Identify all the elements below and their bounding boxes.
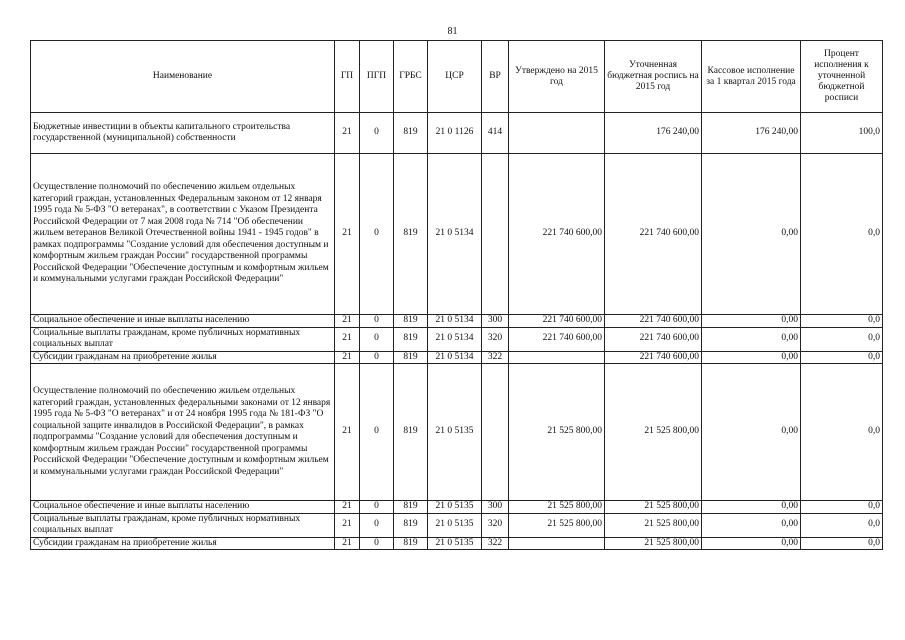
- cell-grbs: 819: [394, 537, 428, 550]
- cell-percent: 0,0: [801, 351, 883, 364]
- cell-refined: 21 525 800,00: [605, 501, 702, 514]
- table-row: [31, 364, 883, 501]
- cell-grbs: 819: [394, 113, 428, 154]
- cell-approved: 21 525 800,00: [509, 364, 605, 501]
- cell-gp: 21: [335, 315, 360, 328]
- cell-approved: [509, 351, 605, 364]
- cell-refined: 176 240,00: [605, 113, 702, 154]
- cell-name: Социальное обеспечение и иные выплаты населению: [31, 501, 335, 514]
- cell-pgp: 0: [360, 327, 394, 351]
- cell-cash: 0,00: [702, 327, 801, 351]
- budget-execution-table: [30, 40, 883, 550]
- cell-csr: 21 0 5134: [428, 327, 482, 351]
- cell-vr: 414: [482, 113, 509, 154]
- cell-pgp: 0: [360, 537, 394, 550]
- cell-approved: 221 740 600,00: [509, 154, 605, 315]
- cell-csr: 21 0 5135: [428, 537, 482, 550]
- table-row: [31, 315, 883, 328]
- cell-pgp: 0: [360, 154, 394, 315]
- cell-gp: 21: [335, 351, 360, 364]
- page-number: 81: [447, 26, 458, 37]
- cell-cash: 0,00: [702, 513, 801, 537]
- cell-refined: 221 740 600,00: [605, 154, 702, 315]
- cell-name: Социальные выплаты гражданам, кроме публичных нормативных социальных выплат: [31, 513, 335, 537]
- cell-gp: 21: [335, 113, 360, 154]
- table-row: [31, 513, 883, 537]
- cell-approved: 221 740 600,00: [509, 315, 605, 328]
- cell-name: Социальное обеспечение и иные выплаты населению: [31, 315, 335, 328]
- cell-approved: 21 525 800,00: [509, 513, 605, 537]
- cell-percent: 0,0: [801, 364, 883, 501]
- header-name: Наименование: [31, 41, 335, 113]
- cell-grbs: 819: [394, 501, 428, 514]
- cell-grbs: 819: [394, 513, 428, 537]
- cell-cash: 0,00: [702, 154, 801, 315]
- cell-name: Осуществление полномочий по обеспечению жильем отдельных категорий граждан, установленных Федеральным законом от 12 января 1995 года № 5-ФЗ "О ветеранах", в соответствии с Указом Президента Российской Федерации от 7 мая 2008 года № 714 "Об обеспечении жильем ветеранов Великой Отечественной войны 1941 - 1945 годов" в рамках подпрограммы "Создание условий для обеспечения доступным и комфортным жильем граждан России" государственной программы Российской Федерации "Обеспечение доступным и комфортным жильем и коммунальными услугами граждан Российской Федерации": [31, 154, 335, 315]
- cell-name: Субсидии гражданам на приобретение жилья: [31, 351, 335, 364]
- cell-csr: 21 0 5135: [428, 501, 482, 514]
- table-row: [31, 154, 883, 315]
- table-row: [31, 113, 883, 154]
- cell-percent: 0,0: [801, 154, 883, 315]
- cell-pgp: 0: [360, 113, 394, 154]
- cell-grbs: 819: [394, 327, 428, 351]
- header-csr: ЦСР: [428, 41, 482, 113]
- cell-percent: 0,0: [801, 537, 883, 550]
- cell-refined: 221 740 600,00: [605, 327, 702, 351]
- header-approved: Утверждено на 2015 год: [509, 41, 605, 113]
- cell-vr: 300: [482, 501, 509, 514]
- cell-csr: 21 0 1126: [428, 113, 482, 154]
- table-row: [31, 501, 883, 514]
- cell-vr: 320: [482, 327, 509, 351]
- cell-csr: 21 0 5134: [428, 351, 482, 364]
- header-vr: ВР: [482, 41, 509, 113]
- cell-pgp: 0: [360, 351, 394, 364]
- table-row: [31, 351, 883, 364]
- cell-cash: 0,00: [702, 501, 801, 514]
- cell-name: Социальные выплаты гражданам, кроме публичных нормативных социальных выплат: [31, 327, 335, 351]
- cell-cash: 0,00: [702, 364, 801, 501]
- cell-gp: 21: [335, 154, 360, 315]
- cell-percent: 0,0: [801, 513, 883, 537]
- cell-pgp: 0: [360, 315, 394, 328]
- header-gp: ГП: [335, 41, 360, 113]
- cell-gp: 21: [335, 364, 360, 501]
- cell-approved: 221 740 600,00: [509, 327, 605, 351]
- cell-refined: 21 525 800,00: [605, 513, 702, 537]
- cell-vr: 300: [482, 315, 509, 328]
- header-refined: Уточненная бюджетная роспись на 2015 год: [605, 41, 702, 113]
- cell-name: Бюджетные инвестиции в объекты капитального строительства государственной (муниципальной) собственности: [31, 113, 335, 154]
- cell-vr: [482, 364, 509, 501]
- cell-percent: 0,0: [801, 327, 883, 351]
- cell-refined: 21 525 800,00: [605, 364, 702, 501]
- cell-approved: 21 525 800,00: [509, 501, 605, 514]
- cell-csr: 21 0 5134: [428, 154, 482, 315]
- table-header-row: [31, 41, 883, 113]
- cell-cash: 176 240,00: [702, 113, 801, 154]
- cell-vr: [482, 154, 509, 315]
- cell-grbs: 819: [394, 351, 428, 364]
- cell-percent: 0,0: [801, 501, 883, 514]
- header-pgp: ПГП: [360, 41, 394, 113]
- cell-vr: 320: [482, 513, 509, 537]
- cell-pgp: 0: [360, 364, 394, 501]
- table-row: [31, 537, 883, 550]
- cell-cash: 0,00: [702, 315, 801, 328]
- cell-percent: 100,0: [801, 113, 883, 154]
- cell-approved: [509, 113, 605, 154]
- header-grbs: ГРБС: [394, 41, 428, 113]
- cell-name: Субсидии гражданам на приобретение жилья: [31, 537, 335, 550]
- cell-vr: 322: [482, 351, 509, 364]
- cell-gp: 21: [335, 327, 360, 351]
- header-cash: Кассовое исполнение за 1 квартал 2015 года: [702, 41, 801, 113]
- cell-refined: 21 525 800,00: [605, 537, 702, 550]
- cell-cash: 0,00: [702, 351, 801, 364]
- cell-csr: 21 0 5135: [428, 513, 482, 537]
- header-percent: Процент исполнения к уточненной бюджетной росписи: [801, 41, 883, 113]
- cell-gp: 21: [335, 501, 360, 514]
- cell-grbs: 819: [394, 315, 428, 328]
- cell-gp: 21: [335, 513, 360, 537]
- cell-gp: 21: [335, 537, 360, 550]
- cell-grbs: 819: [394, 154, 428, 315]
- cell-refined: 221 740 600,00: [605, 315, 702, 328]
- cell-percent: 0,0: [801, 315, 883, 328]
- cell-name: Осуществление полномочий по обеспечению жильем отдельных категорий граждан, установленных федеральными законами от 12 января 1995 года № 5-ФЗ "О ветеранах" и от 24 ноября 1995 года № 181-ФЗ "О социальной защите инвалидов в Российской Федерации", в рамках подпрограммы "Создание условий для обеспечения доступным и комфортным жильем граждан России" государственной программы Российской Федерации "Обеспечение доступным и комфортным жильем и коммунальными услугами граждан Российской Федерации": [31, 364, 335, 501]
- cell-csr: 21 0 5135: [428, 364, 482, 501]
- table-row: [31, 327, 883, 351]
- cell-vr: 322: [482, 537, 509, 550]
- cell-pgp: 0: [360, 513, 394, 537]
- cell-approved: [509, 537, 605, 550]
- cell-pgp: 0: [360, 501, 394, 514]
- cell-refined: 221 740 600,00: [605, 351, 702, 364]
- cell-csr: 21 0 5134: [428, 315, 482, 328]
- cell-cash: 0,00: [702, 537, 801, 550]
- cell-grbs: 819: [394, 364, 428, 501]
